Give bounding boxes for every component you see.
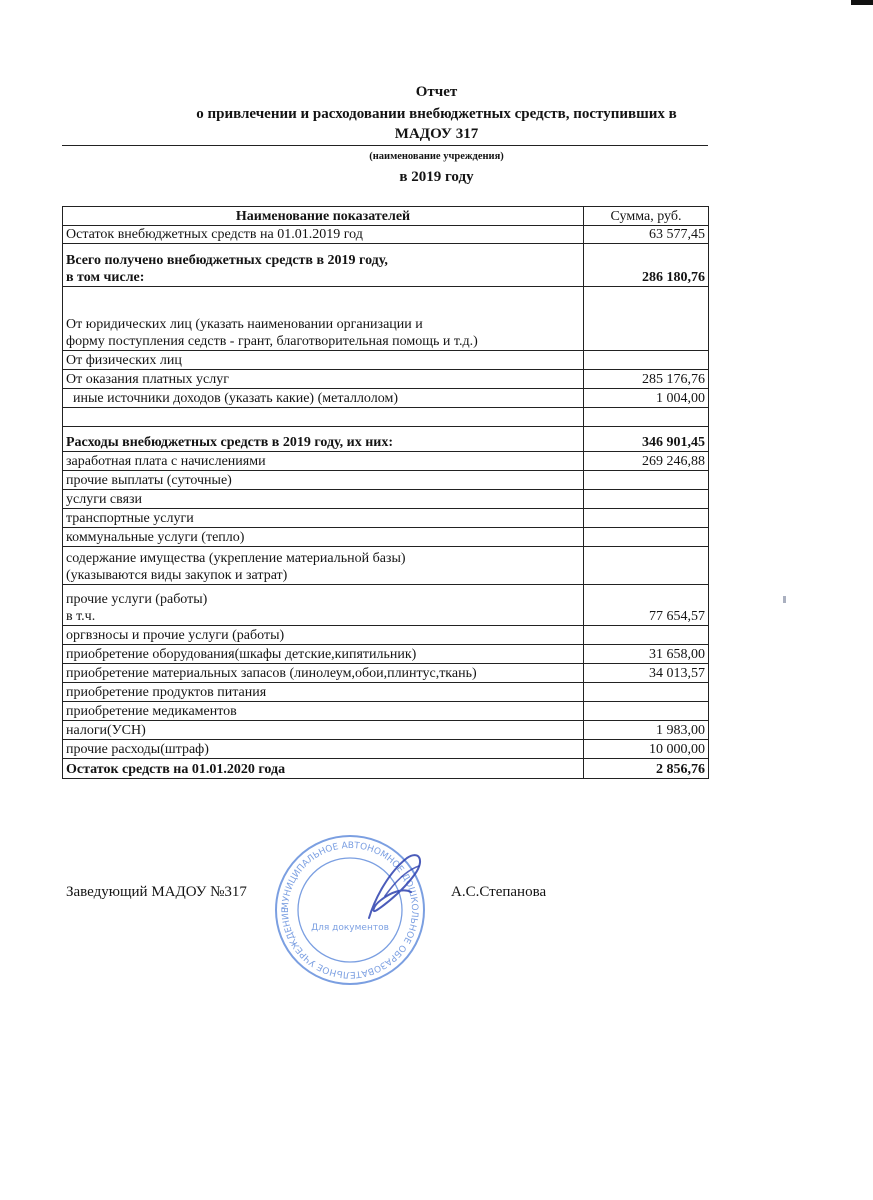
- signatory-position: Заведующий МАДОУ №317: [66, 884, 247, 900]
- table-row: [63, 702, 709, 721]
- row-label: От юридических лиц (указать наименовании организации и форму поступления седств - грант, благотворительная помощь и т.д.): [63, 287, 584, 351]
- signatory-name: А.С.Степанова: [451, 884, 547, 900]
- table-row: [63, 721, 709, 740]
- row-value: 1 004,00: [584, 389, 709, 408]
- row-value: [584, 287, 709, 351]
- row-label: От оказания платных услуг: [63, 370, 584, 389]
- row-value: [584, 702, 709, 721]
- table-header-row: [63, 207, 709, 226]
- row-value: 10 000,00: [584, 740, 709, 759]
- row-value: [584, 528, 709, 547]
- row-value: [584, 490, 709, 509]
- report-year: в 2019 году: [399, 169, 474, 185]
- row-value: [584, 683, 709, 702]
- stamp-center-text: Для документов: [311, 923, 389, 933]
- table-row: [63, 490, 709, 509]
- row-value: 285 176,76: [584, 370, 709, 389]
- row-value: 63 577,45: [584, 226, 709, 244]
- row-label: приобретение медикаментов: [63, 702, 584, 721]
- row-label: Всего получено внебюджетных средств в 2019 году, в том числе:: [63, 244, 584, 287]
- table-row: [63, 740, 709, 759]
- report-subtitle: о привлечении и расходовании внебюджетных средств, поступивших в: [196, 106, 677, 122]
- scan-corner-mark: [851, 0, 873, 5]
- table-row: [63, 287, 709, 351]
- table-row: [63, 626, 709, 645]
- row-label: прочие услуги (работы) в т.ч.: [63, 585, 584, 626]
- institution-underline: [62, 145, 708, 146]
- row-label: оргвзносы и прочие услуги (работы): [63, 626, 584, 645]
- row-label: услуги связи: [63, 490, 584, 509]
- table-row: [63, 664, 709, 683]
- row-value: 77 654,57: [584, 585, 709, 626]
- table-row: [63, 683, 709, 702]
- row-value: [584, 626, 709, 645]
- handwritten-signature: [355, 848, 435, 928]
- row-label: прочие расходы(штраф): [63, 740, 584, 759]
- row-value: 34 013,57: [584, 664, 709, 683]
- table-row: [63, 471, 709, 490]
- row-label: транспортные услуги: [63, 509, 584, 528]
- row-label: иные источники доходов (указать какие) (металлолом): [63, 389, 584, 408]
- row-label: Расходы внебюджетных средств в 2019 году, их них:: [63, 427, 584, 452]
- row-label: приобретение оборудования(шкафы детские,кипятильник): [63, 645, 584, 664]
- stamp-ring-text: МУНИЦИПАЛЬНОЕ АВТОНОМНОЕ ДОШКОЛЬНОЕ ОБРАЗОВАТЕЛЬНОЕ УЧРЕЖДЕНИЕ: [280, 840, 420, 980]
- row-value: 269 246,88: [584, 452, 709, 471]
- row-value: [584, 351, 709, 370]
- row-value: 286 180,76: [584, 244, 709, 287]
- report-table: [62, 206, 709, 779]
- row-label: прочие выплаты (суточные): [63, 471, 584, 490]
- row-value: 346 901,45: [584, 427, 709, 452]
- table-row: [63, 427, 709, 452]
- row-label: приобретение материальных запасов (линолеум,обои,плинтус,ткань): [63, 664, 584, 683]
- table-row: [63, 351, 709, 370]
- row-value: [584, 408, 709, 427]
- column-header-indicator: Наименование показателей: [63, 207, 584, 226]
- institution-caption: (наименование учреждения): [369, 151, 504, 162]
- row-label: Остаток средств на 01.01.2020 года: [63, 759, 584, 779]
- table-row: [63, 759, 709, 779]
- row-label: Остаток внебюджетных средств на 01.01.2019 год: [63, 226, 584, 244]
- row-label: коммунальные услуги (тепло): [63, 528, 584, 547]
- row-value: [584, 471, 709, 490]
- table-row: [63, 509, 709, 528]
- table-row: [63, 528, 709, 547]
- table-row: [63, 370, 709, 389]
- row-label: приобретение продуктов питания: [63, 683, 584, 702]
- table-row: [63, 408, 709, 427]
- scan-speck: [783, 596, 786, 603]
- row-label: От физических лиц: [63, 351, 584, 370]
- row-value: [584, 547, 709, 585]
- table-row: [63, 389, 709, 408]
- table-row: [63, 547, 709, 585]
- table-row: [63, 226, 709, 244]
- row-label: [63, 408, 584, 427]
- row-label: заработная плата с начислениями: [63, 452, 584, 471]
- row-label: содержание имущества (укрепление материальной базы) (указываются виды закупок и затрат): [63, 547, 584, 585]
- row-label: налоги(УСН): [63, 721, 584, 740]
- institution-name: МАДОУ 317: [394, 126, 479, 142]
- column-header-sum: Сумма, руб.: [584, 207, 709, 226]
- table-row: [63, 244, 709, 287]
- table-row: [63, 452, 709, 471]
- row-value: [584, 509, 709, 528]
- table-row: [63, 585, 709, 626]
- row-value: 1 983,00: [584, 721, 709, 740]
- table-row: [63, 645, 709, 664]
- report-title: Отчет: [415, 84, 458, 100]
- row-value: 31 658,00: [584, 645, 709, 664]
- row-value: 2 856,76: [584, 759, 709, 779]
